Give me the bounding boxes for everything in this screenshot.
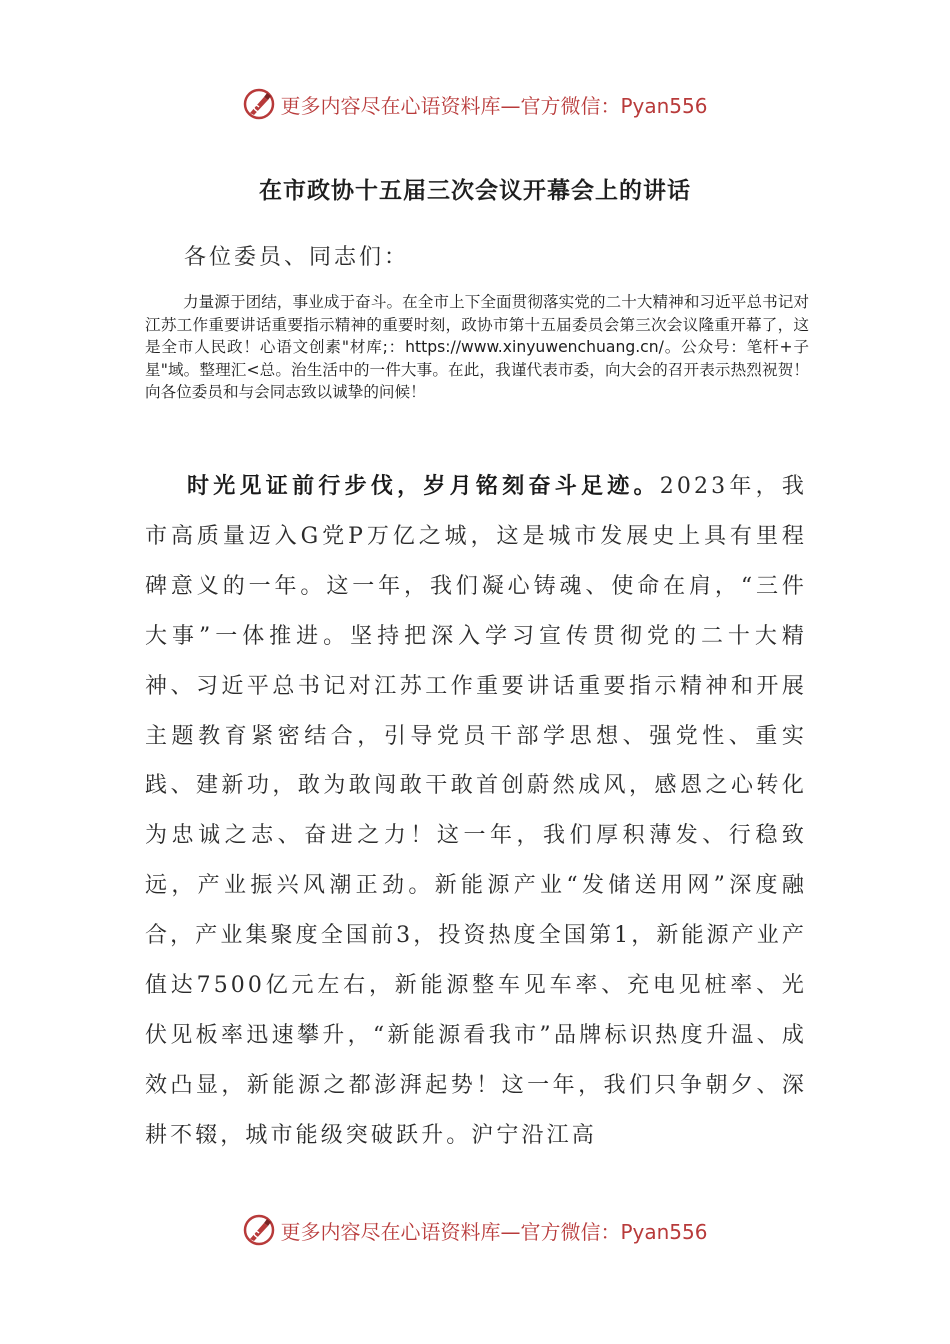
footer-watermark-text: 更多内容尽在心语资料库—官方微信：Pyan556	[280, 1219, 708, 1244]
salutation: 各位委员、同志们：	[184, 245, 410, 270]
pen-heart-logo-icon	[242, 87, 276, 121]
pen-heart-logo-icon	[242, 1213, 276, 1247]
section-lead-sentence: 时光见证前行步伐，岁月铭刻奋斗足迹。	[187, 474, 660, 499]
footer-watermark-banner	[0, 1210, 950, 1250]
header-watermark-banner	[0, 84, 950, 124]
body-paragraph	[145, 462, 807, 1161]
page-title: 在市政协十五届三次会议开幕会上的讲话	[259, 178, 691, 204]
intro-paragraph: 力量源于团结，事业成于奋斗。在全市上下全面贯彻落实党的二十大精神和习近平总书记对江苏工作重要讲话重要指示精神的重要时刻，政协市第十五届委员会第三次会议隆重开幕了，这是全市人民政！心语文创素"材库;：https://www.xinyuwenchuang.cn/。公众号：笔杆+子星"域。整理汇<总。治生活中的一件大事。在此，我谨代表市委，向大会的召开表示热烈祝贺！向各位委员和与会同志致以诚挚的问候！	[145, 293, 809, 401]
section-body-text: 2023年，我市高质量迈入G党P万亿之城，这是城市发展史上具有里程碑意义的一年。这一年，我们凝心铸魂、使命在肩，“三件大事”一体推进。坚持把深入学习宣传贯彻党的二十大精神、习近平总书记对江苏工作重要讲话重要指示精神和开展主题教育紧密结合，引导党员干部学思想、强党性、重实践、建新功，敢为敢闯敢干敢首创蔚然成风，感恩之心转化为忠诚之志、奋进之力！这一年，我们厚积薄发、行稳致远，产业振兴风潮正劲。新能源产业“发储送用网”深度融合，产业集聚度全国前3，投资热度全国第1，新能源产业产值达7500亿元左右，新能源整车见车率、充电见桩率、光伏见板率迅速攀升，“新能源看我市”品牌标识热度升温、成效凸显，新能源之都澎湃起势！这一年，我们只争朝夕、深耕不辍，城市能级突破跃升。沪宁沿江高	[145, 474, 807, 1148]
header-watermark-text: 更多内容尽在心语资料库—官方微信：Pyan556	[280, 93, 708, 118]
